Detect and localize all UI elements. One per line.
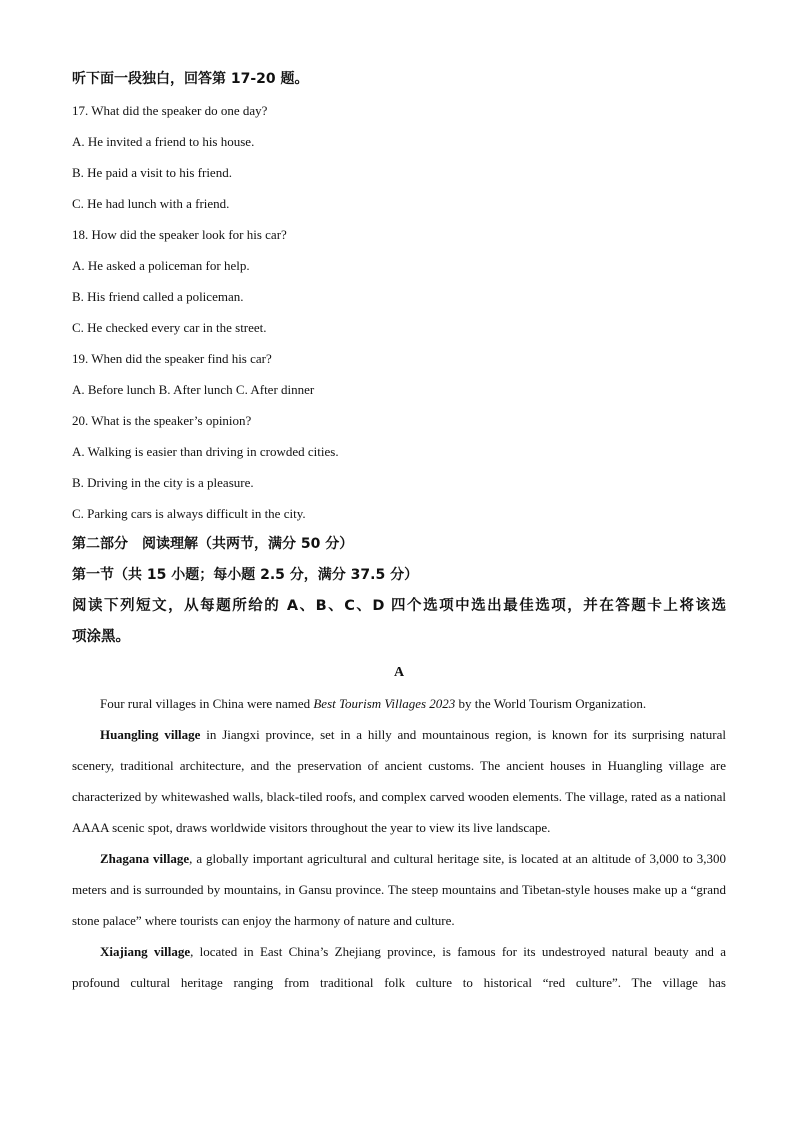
village-name-huangling: Huangling village [100,727,201,742]
village-name-zhagana: Zhagana village [100,851,190,866]
option-17c: C. He had lunch with a friend. [72,196,230,211]
reading-part-heading: 第二部分 阅读理解（共两节，满分 50 分） [72,536,354,552]
paragraph-zhagana-text: , a globally important agricultural and cultural heritage site, is located at an altitude of 3,000 to 3,300 meters and is surrounded by mountains, in Gansu province. The steep mountains and Tibetan-style houses make up a “grand stone palace” where tourists can enjoy the harmony of nature and culture. [72,851,726,928]
paragraph-huangling [72,719,726,843]
option-17b: B. He paid a visit to his friend. [72,165,232,180]
document-page [72,64,726,998]
options-19: A. Before lunch B. After lunch C. After dinner [72,382,315,397]
instruction-line-2: 项涂黑。 [72,629,130,645]
option-20c: C. Parking cars is always difficult in the city. [72,506,306,521]
option-20b: B. Driving in the city is a pleasure. [72,475,254,490]
question-17: 17. What did the speaker do one day? [72,103,268,118]
paragraph-zhagana [72,843,726,936]
intro-text-end: by the World Tourism Organization. [455,696,647,711]
option-18b: B. His friend called a policeman. [72,289,244,304]
intro-award-title: Best Tourism Villages 2023 [313,696,456,711]
passage-label: A [393,665,405,680]
question-19: 19. When did the speaker find his car? [72,351,272,366]
option-20a: A. Walking is easier than driving in crowded cities. [72,444,339,459]
paragraph-xiajiang-text: , located in East China’s Zhejiang province, is famous for its undestroyed natural beauty and a profound cultural heritage ranging from traditional folk culture to historical “red culture”. The village has [72,944,726,990]
listening-questions [72,95,726,529]
question-18: 18. How did the speaker look for his car? [72,227,287,242]
paragraph-huangling-text: in Jiangxi province, set in a hilly and mountainous region, is known for its surprising natural scenery, traditional architecture, and the preservation of ancient customs. The ancient houses in Huangling village are characterized by whitewashed walls, black-tiled roofs, and complex carved wooden elements. The village, rated as a national AAAA scenic spot, draws worldwide visitors throughout the year to view its live landscape. [72,727,726,835]
paragraph-xiajiang [72,936,726,998]
village-name-xiajiang: Xiajiang village [100,944,191,959]
passage-intro [72,688,726,719]
option-18c: C. He checked every car in the street. [72,320,267,335]
listening-heading: 听下面一段独白，回答第 17-20 题。 [72,71,309,87]
instruction-line-1: 阅读下列短文，从每题所给的 A、B、C、D 四个选项中选出最佳选项，并在答题卡上将该选 [72,598,726,614]
intro-text-start: Four rural villages in China were named [100,696,314,711]
reading-instruction [72,591,726,653]
option-17a: A. He invited a friend to his house. [72,134,255,149]
option-18a: A. He asked a policeman for help. [72,258,250,273]
question-20: 20. What is the speaker’s opinion? [72,413,252,428]
reading-section-heading: 第一节（共 15 小题；每小题 2.5 分，满分 37.5 分） [72,567,419,583]
